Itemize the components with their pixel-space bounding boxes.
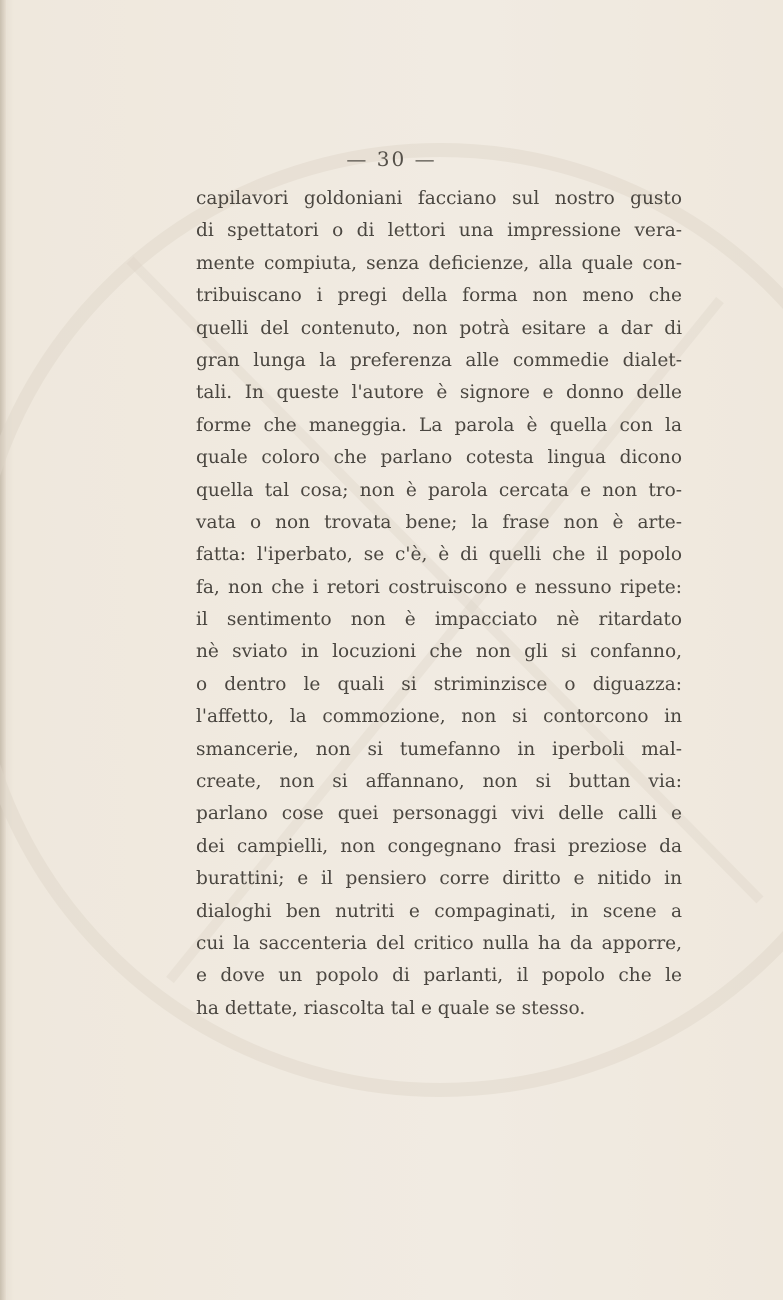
text-line: il sentimento non è impacciato nè ritardato	[196, 609, 682, 631]
page-number: — 30 —	[346, 147, 437, 171]
text-line: quella tal cosa; non è parola cercata e non tro-	[196, 479, 682, 501]
text-line: l'affetto, la commozione, non si contorcono in	[196, 706, 682, 728]
text-line: capilavori goldoniani facciano sul nostro gusto	[196, 188, 682, 209]
text-line: o dentro le quali si striminzisce o diguazza:	[196, 673, 682, 695]
page-edge	[0, 0, 6, 1300]
text-line: vata o non trovata bene; la frase non è arte-	[196, 511, 682, 533]
text-line: quale coloro che parlano cotesta lingua dicono	[196, 447, 682, 469]
text-line: dialoghi ben nutriti e compaginati, in scene a	[196, 900, 682, 922]
text-line: cui la saccenteria del critico nulla ha da apporre,	[196, 932, 682, 954]
text-line: burattini; e il pensiero corre diritto e nitido in	[196, 868, 682, 890]
text-line: tribuiscano i pregi della forma non meno che	[196, 285, 682, 307]
text-line: e dove un popolo di parlanti, il popolo che le	[196, 965, 682, 987]
text-line-last: ha dettate, riascolta tal e quale se stesso.	[196, 997, 586, 1019]
text-line: nè sviato in locuzioni che non gli si confanno,	[196, 641, 682, 663]
text-line: fatta: l'iperbato, se c'è, è di quelli che il popolo	[196, 544, 682, 566]
body-text	[196, 183, 682, 1025]
text-line: gran lunga la preferenza alle commedie dialet-	[196, 349, 682, 371]
text-line: parlano cose quei personaggi vivi delle calli e	[196, 803, 682, 825]
text-line: di spettatori o di lettori una impressione vera-	[196, 220, 682, 242]
text-line: quelli del contenuto, non potrà esitare a dar di	[196, 317, 682, 339]
text-line: forme che maneggia. La parola è quella con la	[196, 414, 682, 436]
text-line: fa, non che i retori costruiscono e nessuno ripete:	[196, 576, 682, 598]
text-line: create, non si affannano, non si buttan via:	[196, 771, 682, 793]
text-line: dei campielli, non congegnano frasi preziose da	[196, 835, 682, 857]
text-line: smancerie, non si tumefanno in iperboli mal-	[196, 738, 682, 760]
text-line: tali. In queste l'autore è signore e donno delle	[196, 382, 682, 404]
text-line: mente compiuta, senza deficienze, alla quale con-	[196, 252, 682, 274]
